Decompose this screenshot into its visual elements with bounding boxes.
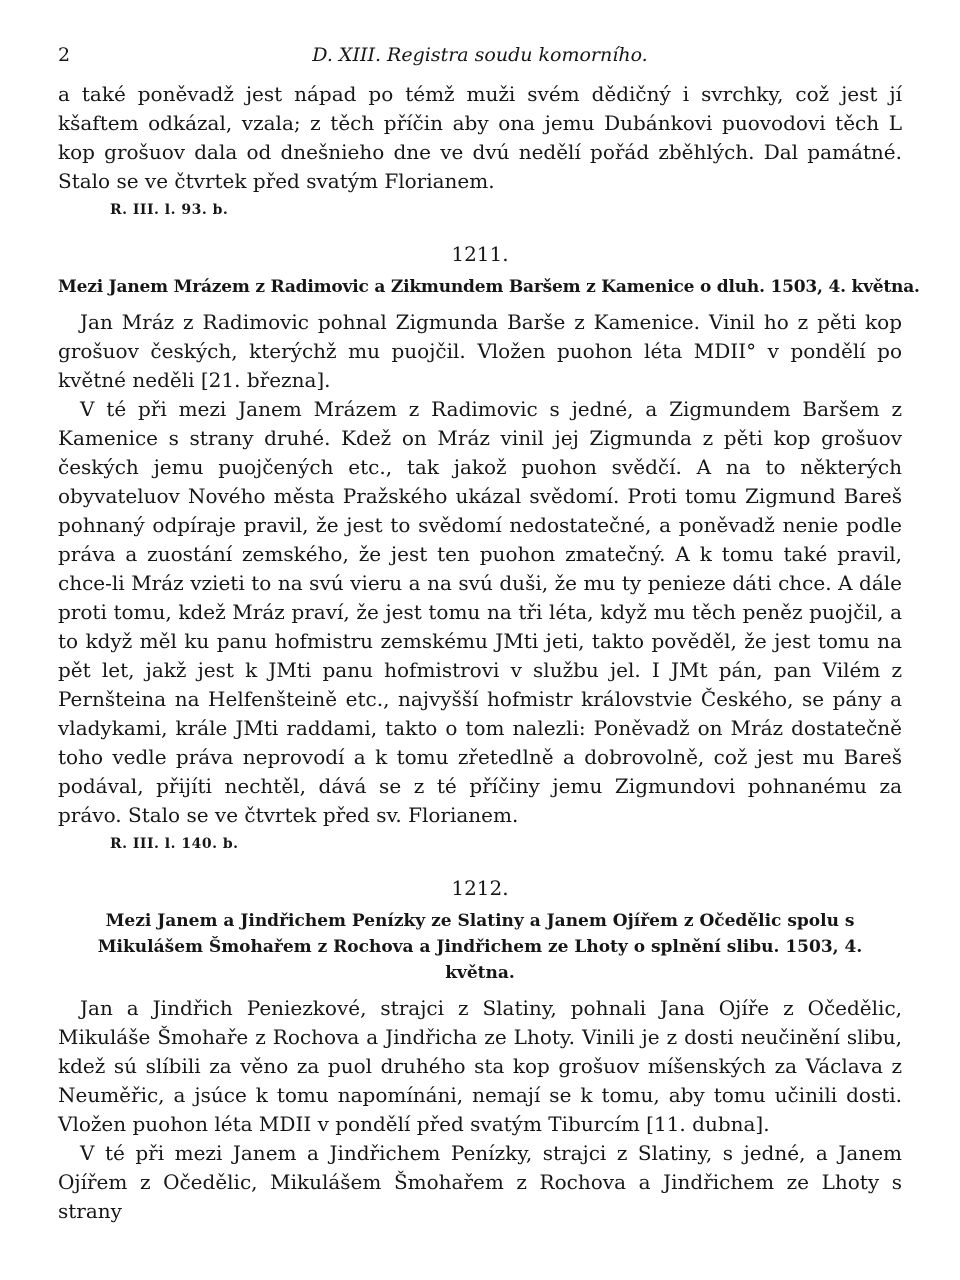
entry-1211 bbox=[58, 242, 920, 852]
entry-summary: Mezi Janem Mrázem z Radimovic a Zikmundem Baršem z Kamenice o dluh. 1503, 4. května. bbox=[58, 277, 920, 297]
entry-number: 1212. bbox=[451, 876, 509, 900]
page-number: 2 bbox=[58, 44, 71, 66]
running-title: D. XIII. Registra soudu komorního. bbox=[312, 44, 648, 66]
entry-paragraph: Jan a Jindřich Peniezkové, strajci z Slatiny, pohnali Jana Ojíře z Očedělic, Mikuláše Šmohaře z Rochova a Jindřicha ze Lhoty. Vinili je z dosti neučinění slibu, kdež sú slíbili za věno za puol druhého sta kop grošuov míšenských za Václava z Neuměřic, a jsúce k tomu napomínáni, nemají se k tomu, aby tomu učinili dosti. Vložen puohon léta MDII v pondělí před svatým Tiburcím [11. dubna]. bbox=[58, 996, 902, 1136]
entry-paragraph: V té při mezi Janem a Jindřichem Penízky, strajci z Slatiny, s jedné, a Janem Ojířem z Očedělic, Mikulášem Šmohařem z Rochova a Jindřichem ze Lhoty s strany bbox=[58, 1141, 902, 1223]
document-page bbox=[58, 40, 920, 1226]
entry-summary: Mezi Janem a Jindřichem Penízky ze Slatiny a Janem Ojířem z Očedělic spolu s Mikulášem Šmohařem z Rochova a Jindřichem ze Lhoty o splnění slibu. 1503, 4. května. bbox=[97, 911, 863, 983]
entry-number: 1211. bbox=[451, 242, 509, 266]
intro-paragraph: a také poněvadž jest nápad po témž muži svém dědičný i svrchky, což jest jí kšaftem odkázal, vzala; z těch příčin aby ona jemu Dubánkovi puovodovi těch L kop grošuov dala od dnešnieho dne ve dvú nedělí pořád zběhlých. Dal památné. Stalo se ve čtvrtek před svatým Florianem. bbox=[58, 82, 902, 193]
entry-paragraph: V té při mezi Janem Mrázem z Radimovic s jedné, a Zigmundem Baršem z Kamenice s strany druhé. Kdež on Mráz vinil jej Zigmunda z pěti kop grošuov českých jemu puojčených etc., tak jakož puohon svědčí. A na to některých obyvateluov Nového města Pražského ukázal svědomí. Proti tomu Zigmund Bareš pohnaný odpíraje pravil, že jest to svědomí nedostatečné, a poněvadž nenie podle práva a zuostání zemského, že jest ten puohon zmatečný. A k tomu také pravil, chce-li Mráz vzieti to na svú vieru a na svú duši, že mu ty penieze dáti chce. A dále proti tomu, kdež Mráz praví, že jest tomu na tři léta, když mu těch peněz puojčil, a to když měl ku panu hofmistru zemskému JMti jeti, takto pověděl, že jest tomu na pět let, jakž jest k JMti panu hofmistrovi v službu jel. I JMt pán, pan Vilém z Pernšteina na Helfenšteině etc., najvyšší hofmistr královstvie Českého, se pány a vladykami, krále JMti raddami, takto o tom nalezli: Poněvadž on Mráz dostatečně toho vedle práva neprovodí a k tomu zřetedlně a dobrovolně, což jest mu Bareš podával, přijíti nechtěl, dává se z té příčiny jemu Zigmundovi pohnanému za právo. Stalo se ve čtvrtek před sv. Florianem. bbox=[58, 397, 902, 827]
entry-1212 bbox=[58, 876, 902, 1226]
running-header bbox=[58, 40, 902, 80]
source-reference: R. III. l. 93. b. bbox=[110, 202, 229, 218]
entry-paragraph: Jan Mráz z Radimovic pohnal Zigmunda Barše z Kamenice. Vinil ho z pěti kop grošuov českých, kterýchž mu puojčil. Vložen puohon léta MDII° v pondělí po květné neděli [21. března]. bbox=[58, 310, 902, 392]
source-reference: R. III. l. 140. b. bbox=[110, 836, 239, 852]
